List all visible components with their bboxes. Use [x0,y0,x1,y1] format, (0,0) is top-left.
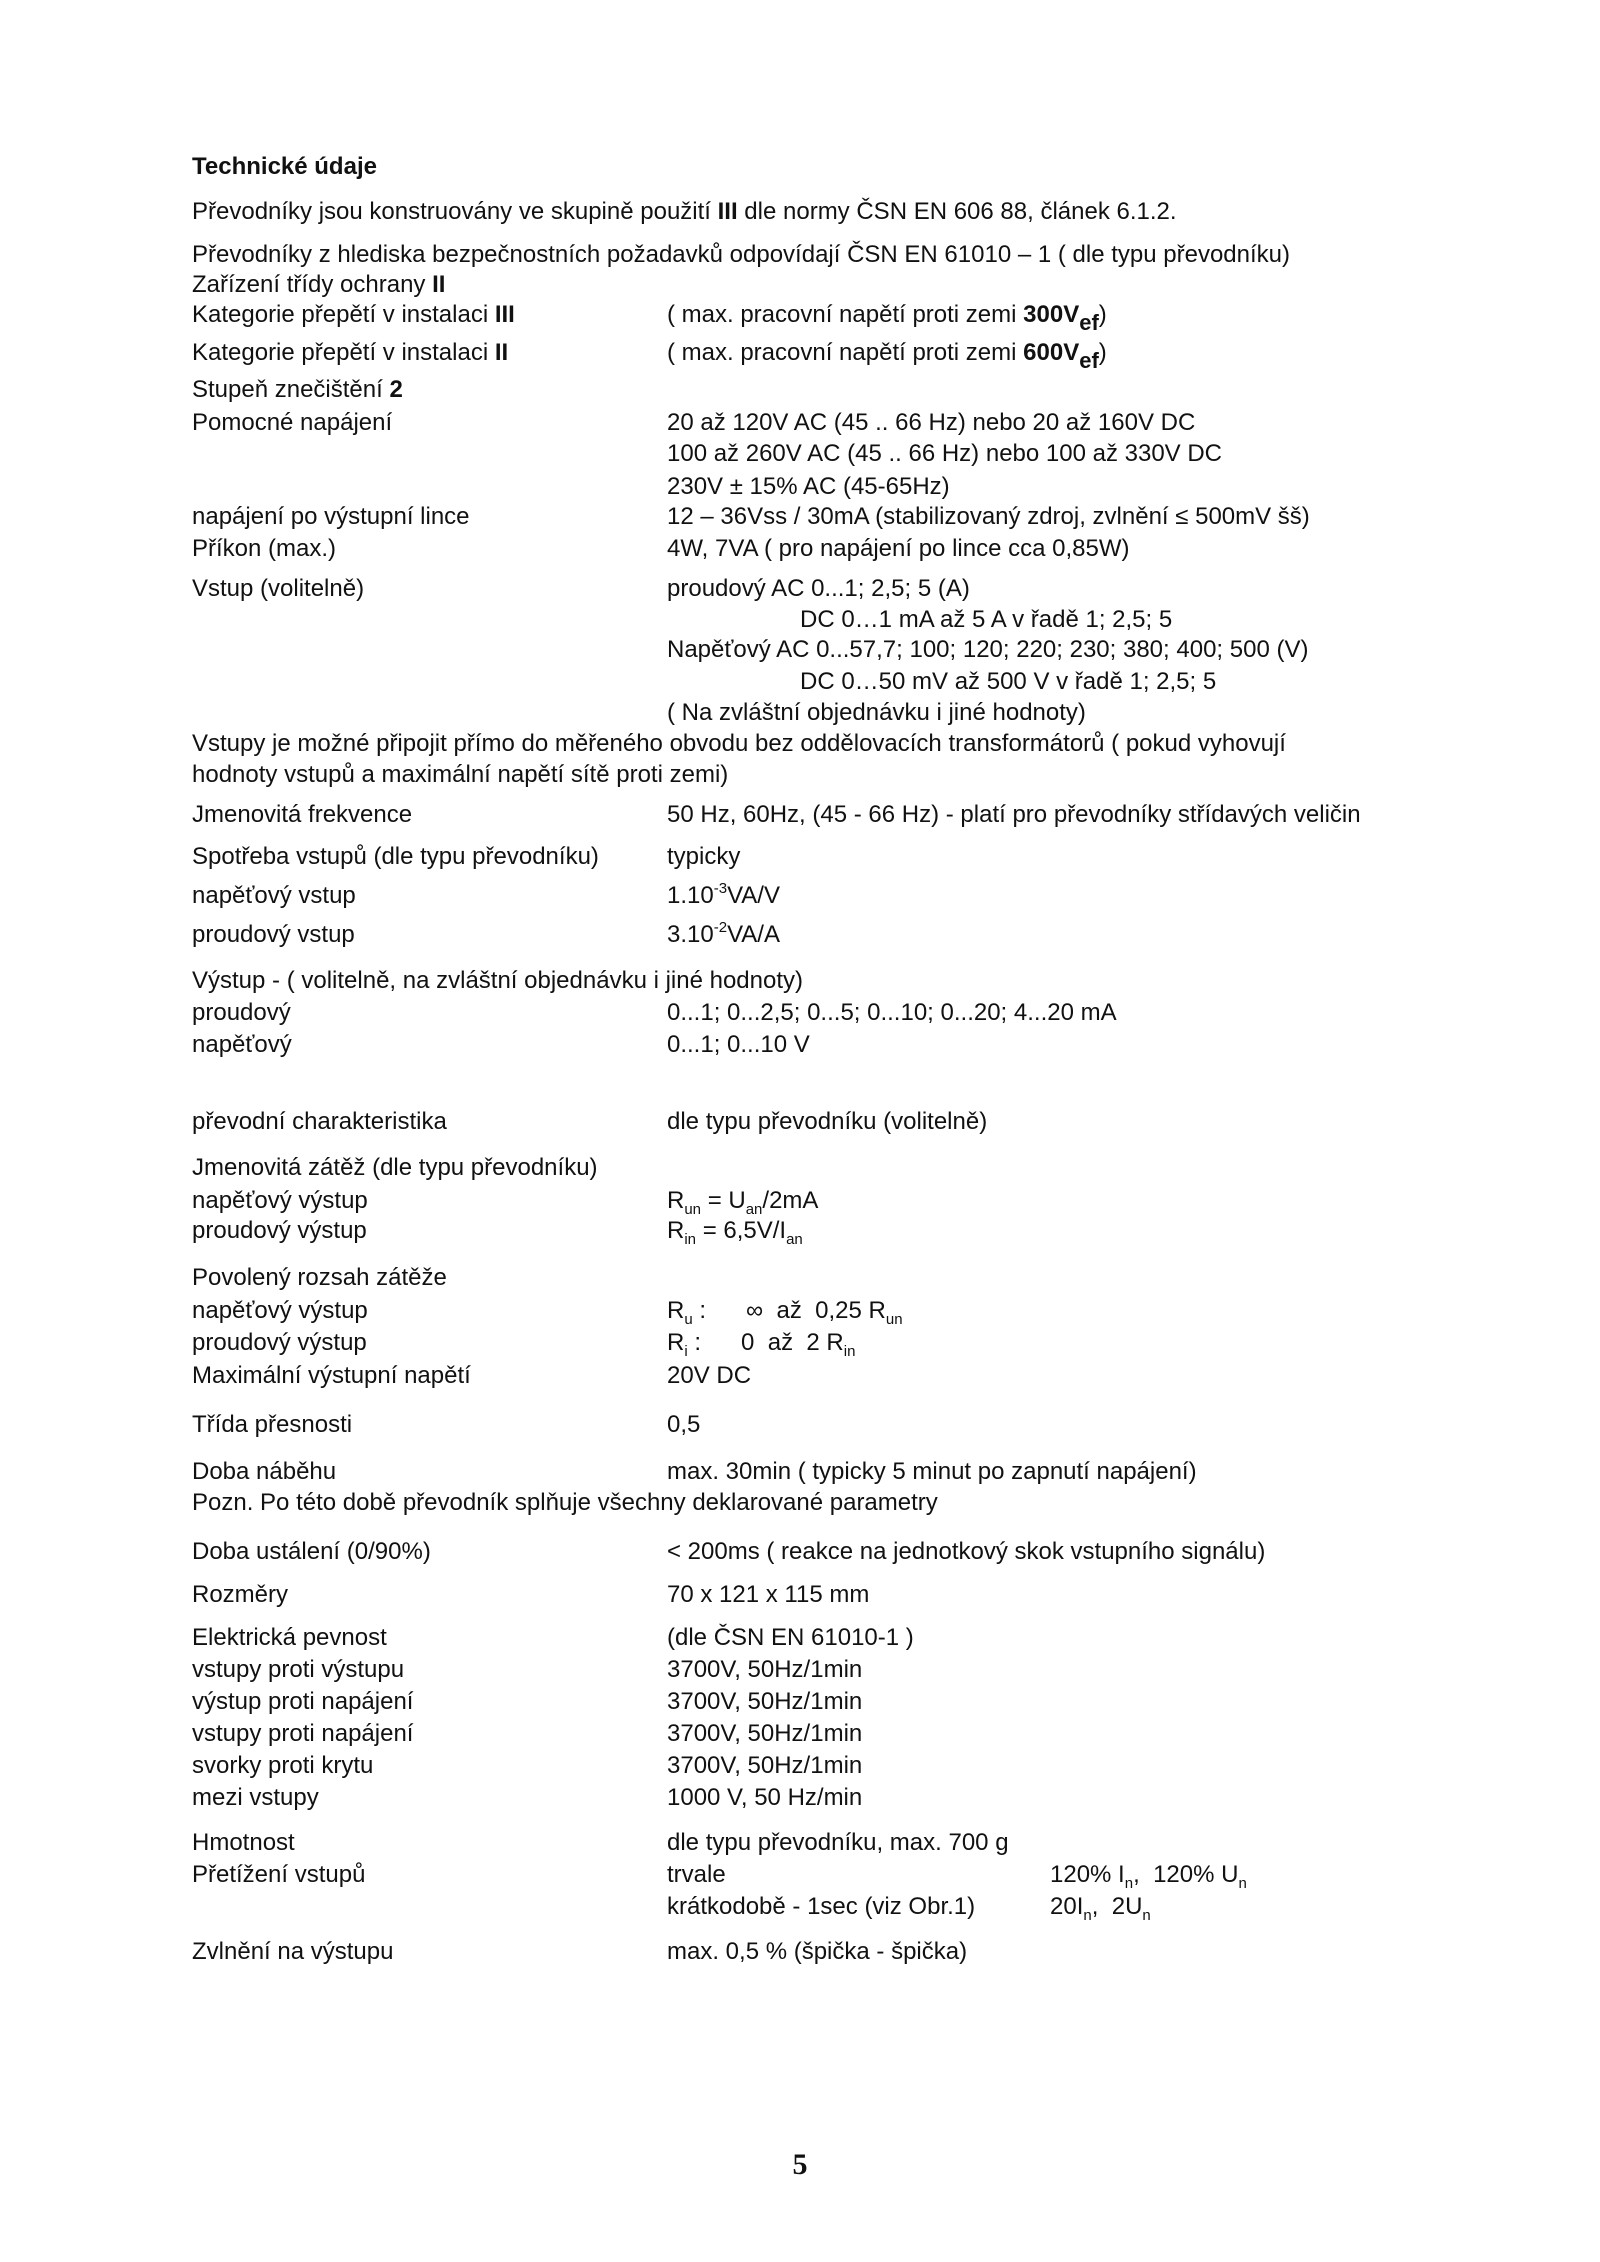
frequency-value: 50 Hz, 60Hz, (45 - 66 Hz) - platí pro převodníky střídavých veličin [667,801,1361,828]
burden-value: typicky [667,843,741,870]
strength-value: (dle ČSN EN 61010-1 ) [667,1624,914,1651]
section-heading: Technické údaje [192,153,377,180]
safety-line: Převodníky z hlediska bezpečnostních požadavků odpovídají ČSN EN 61010 – 1 ( dle typu převodníku) [192,241,1290,268]
burden-current-label: proudový vstup [192,921,355,948]
load-range-current-value: $R_i$ : 0 až 2 $R_{in}$ [667,1329,856,1360]
pollution-degree: Stupeň znečištění 2 [192,376,403,403]
weight-value: dle typu převodníku, max. 700 g [667,1829,1009,1856]
max-voltage-label: Maximální výstupní napětí [192,1362,471,1389]
strength-row-value: 3700V, 50Hz/1min [667,1720,863,1747]
direct-connection-line-1: Vstupy je možné připojit přímo do měřeného obvodu bez oddělovacích transformátorů ( pokud vyhovují [192,730,1286,757]
aux-power-value-2: 100 až 260V AC (45 .. 66 Hz) nebo 100 až 330V DC [667,440,1223,467]
consumption-label: Příkon (max.) [192,535,337,562]
loop-power-value: 12 – 36Vss / 30mA (stabilizovaný zdroj, zvlnění ≤ 500mV šš) [667,503,1310,530]
direct-connection-line-2: hodnoty vstupů a maximální napětí sítě proti zemi) [192,761,729,788]
aux-power-value-1: 20 až 120V AC (45 .. 66 Hz) nebo 20 až 160V DC [667,409,1196,436]
settling-value: < 200ms ( reakce na jednotkový skok vstupního signálu) [667,1538,1266,1565]
output-current-value: 0...1; 0...2,5; 0...5; 0...10; 0...20; 4...20 mA [667,999,1117,1026]
dimensions-label: Rozměry [192,1581,289,1608]
warmup-label: Doba náběhu [192,1458,337,1485]
settling-label: Doba ustálení (0/90%) [192,1538,431,1565]
accuracy-label: Třída přesnosti [192,1411,353,1438]
warmup-note: Pozn. Po této době převodník splňuje všechny deklarované parametry [192,1489,938,1516]
load-header: Jmenovitá zátěž (dle typu převodníku) [192,1154,598,1181]
aux-power-value-3: 230V ± 15% AC (45-65Hz) [667,473,950,500]
strength-row-value: 1000 V, 50 Hz/min [667,1784,863,1811]
input-note: ( Na zvláštní objednávku i jiné hodnoty) [667,699,1086,726]
strength-row-value: 3700V, 50Hz/1min [667,1656,863,1683]
strength-row-label: mezi vstupy [192,1784,319,1811]
output-voltage-label: napěťový [192,1031,292,1058]
load-range-voltage-value: $R_u$ : ∞ až 0,25 $R_{un}$ [667,1297,903,1328]
overvoltage-II-value: ( max. pracovní napětí proti zemi 600Vef) [667,339,1107,373]
usage-group-line: Převodníky jsou konstruovány ve skupině použití III dle normy ČSN EN 606 88, článek 6.1.2. [192,198,1177,225]
dimensions-value: 70 x 121 x 115 mm [667,1581,870,1608]
ripple-value: max. 0,5 % (špička - špička) [667,1938,968,1965]
strength-row-value: 3700V, 50Hz/1min [667,1752,863,1779]
strength-row-label: svorky proti krytu [192,1752,374,1779]
page-number: 5 [792,2148,808,2181]
strength-row-label: vstupy proti výstupu [192,1656,405,1683]
load-range-current-label: proudový výstup [192,1329,367,1356]
strength-label: Elektrická pevnost [192,1624,387,1651]
strength-row-value: 3700V, 50Hz/1min [667,1688,863,1715]
characteristic-label: převodní charakteristika [192,1108,447,1135]
overload-continuous-value: 120% $I_n$, 120% $U_n$ [1050,1861,1247,1892]
load-current-label: proudový výstup [192,1217,367,1244]
loop-power-label: napájení po výstupní lince [192,503,470,530]
frequency-label: Jmenovitá frekvence [192,801,413,828]
input-voltage-dc: DC 0…50 mV až 500 V v řadě 1; 2,5; 5 [800,668,1217,695]
protection-class-line: Zařízení třídy ochrany II [192,271,446,298]
output-current-label: proudový [192,999,291,1026]
overvoltage-III-label: Kategorie přepětí v instalaci III [192,301,515,328]
overvoltage-II-label: Kategorie přepětí v instalaci II [192,339,509,366]
output-voltage-value: 0...1; 0...10 V [667,1031,810,1058]
warmup-value: max. 30min ( typicky 5 minut po zapnutí napájení) [667,1458,1197,1485]
max-voltage-value: 20V DC [667,1362,752,1389]
overload-short-label: krátkodobě - 1sec (viz Obr.1) [667,1893,976,1920]
overload-label: Přetížení vstupů [192,1861,366,1888]
consumption-value: 4W, 7VA ( pro napájení po lince cca 0,85W) [667,535,1130,562]
weight-label: Hmotnost [192,1829,295,1856]
load-current-value: $R_{in} = 6,5V/I_{an}$ [667,1217,803,1248]
input-current-dc: DC 0…1 mA až 5 A v řadě 1; 2,5; 5 [800,606,1173,633]
burden-voltage-label: napěťový vstup [192,882,356,909]
load-voltage-label: napěťový výstup [192,1187,368,1214]
characteristic-value: dle typu převodníku (volitelně) [667,1108,988,1135]
input-current-ac: proudový AC 0...1; 2,5; 5 (A) [667,575,970,602]
burden-label: Spotřeba vstupů (dle typu převodníku) [192,843,599,870]
strength-row-label: vstupy proti napájení [192,1720,414,1747]
burden-voltage-value: $1.10^{-3}VA/V$ [667,880,780,909]
overvoltage-III-value: ( max. pracovní napětí proti zemi 300Vef) [667,301,1107,335]
ripple-label: Zvlnění na výstupu [192,1938,394,1965]
load-range-voltage-label: napěťový výstup [192,1297,368,1324]
aux-power-label: Pomocné napájení [192,409,393,436]
overload-continuous-label: trvale [667,1861,726,1888]
load-range-header: Povolený rozsah zátěže [192,1264,447,1291]
input-voltage-ac: Napěťový AC 0...57,7; 100; 120; 220; 230; 380; 400; 500 (V) [667,636,1309,663]
input-label: Vstup (volitelně) [192,575,365,602]
overload-short-value: $20I_n$, $2U_n$ [1050,1893,1151,1924]
burden-current-value: $3.10^{-2}VA/A$ [667,919,780,948]
accuracy-value: 0,5 [667,1411,701,1438]
strength-row-label: výstup proti napájení [192,1688,414,1715]
load-voltage-value: $R_{un} = U_{an}/2mA$ [667,1187,819,1218]
output-header: Výstup - ( volitelně, na zvláštní objednávku i jiné hodnoty) [192,967,804,994]
